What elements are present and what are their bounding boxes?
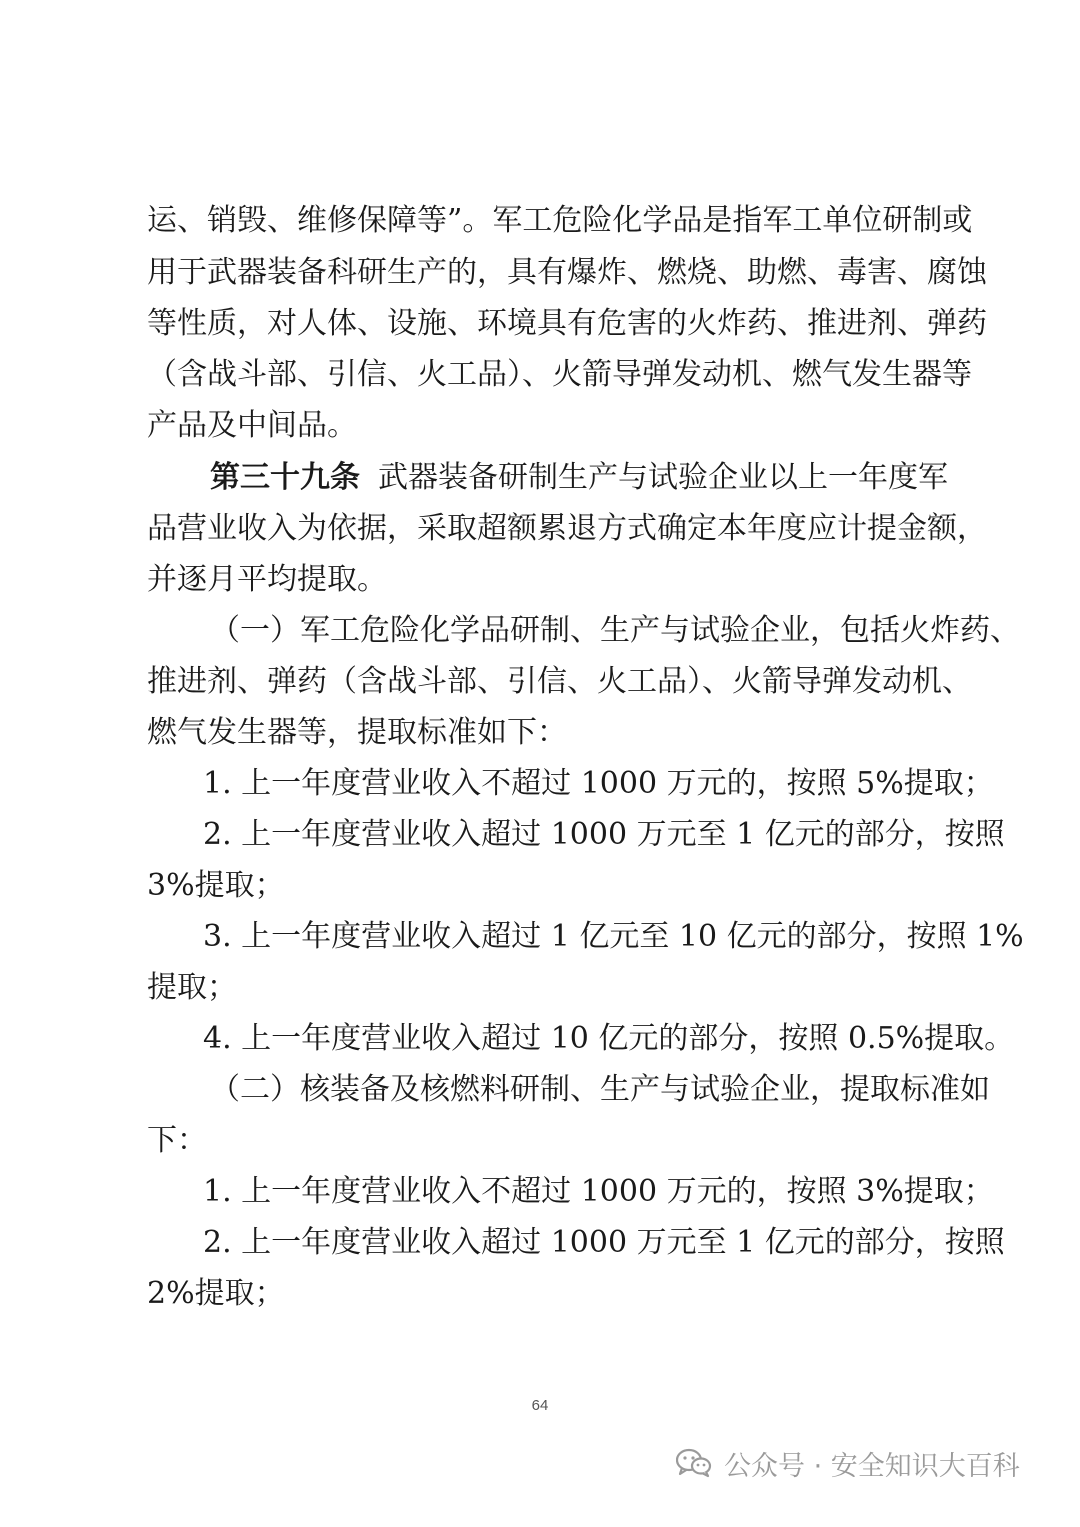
watermark: [676, 1443, 1020, 1483]
body-line: 1. 上一年度营业收入不超过 1000 万元的，按照 5%提取；: [203, 766, 994, 801]
body-line: 4. 上一年度营业收入超过 10 亿元的部分，按照 0.5%提取。: [203, 1021, 1015, 1056]
body-line: （含战斗部、引信、火工品）、火箭导弹发动机、燃气发生器等: [147, 357, 972, 392]
body-line: 3%提取；: [147, 868, 285, 903]
body-line: 下：: [147, 1123, 207, 1158]
body-line: 2%提取；: [147, 1276, 285, 1311]
article-39-first-line: [210, 460, 948, 496]
body-line: 3. 上一年度营业收入超过 1 亿元至 10 亿元的部分，按照 1%: [203, 919, 1024, 954]
body-line: 武器装备研制生产与试验企业以上一年度军: [378, 460, 948, 495]
body-line: 2. 上一年度营业收入超过 1000 万元至 1 亿元的部分，按照: [203, 817, 1005, 852]
page-number: 64: [531, 1397, 549, 1414]
body-line: 品营业收入为依据，采取超额累退方式确定本年度应计提金额，: [147, 511, 987, 546]
body-line: （一）军工危险化学品研制、生产与试验企业，包括火炸药、: [210, 613, 1020, 648]
body-line: 并逐月平均提取。: [147, 562, 387, 597]
body-line: 等性质，对人体、设施、环境具有危害的火炸药、推进剂、弹药: [147, 306, 987, 341]
body-line: 产品及中间品。: [147, 408, 357, 443]
body-line: 推进剂、弹药（含战斗部、引信、火工品）、火箭导弹发动机、: [147, 664, 972, 699]
body-line: 1. 上一年度营业收入不超过 1000 万元的，按照 3%提取；: [203, 1174, 994, 1209]
body-line: 用于武器装备科研生产的，具有爆炸、燃烧、助燃、毒害、腐蚀: [147, 255, 987, 290]
body-line: 提取；: [147, 970, 237, 1005]
body-line: （二）核装备及核燃料研制、生产与试验企业，提取标准如: [210, 1072, 990, 1107]
body-line: 运、销毁、维修保障等”。军工危险化学品是指军工单位研制或: [147, 203, 973, 238]
wechat-icon: [676, 1448, 712, 1478]
body-line: 燃气发生器等，提取标准如下：: [147, 715, 567, 750]
article-heading: 第三十九条: [210, 460, 360, 495]
watermark-text: 公众号 · 安全知识大百科: [724, 1450, 1020, 1482]
body-line: 2. 上一年度营业收入超过 1000 万元至 1 亿元的部分，按照: [203, 1225, 1005, 1260]
